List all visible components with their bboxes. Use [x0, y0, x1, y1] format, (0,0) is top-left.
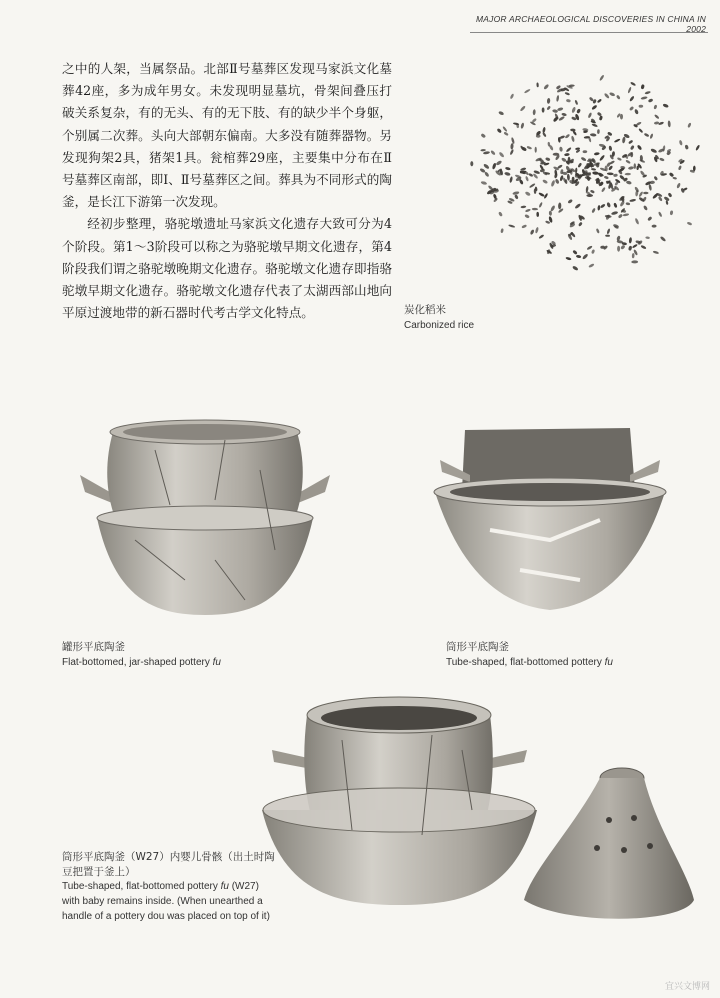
rice-grain [580, 157, 586, 162]
carbonized-rice-photo [440, 60, 700, 290]
rice-grain [629, 237, 633, 243]
rice-grain [503, 131, 508, 136]
rice-grain [609, 92, 616, 97]
rice-grain [604, 176, 609, 180]
rice-grain [591, 208, 596, 214]
rice-grain [617, 246, 620, 252]
rice-grain [572, 250, 578, 255]
rice-grain [550, 180, 555, 187]
rice-grain [514, 194, 519, 199]
rice-grain [564, 92, 570, 96]
rice-grain [625, 173, 631, 176]
rice-grain [597, 98, 602, 103]
rice-grain [634, 163, 637, 169]
watermark: 宜兴文博网 [664, 982, 710, 992]
caption-jar-en: Flat-bottomed, jar-shaped pottery fu [62, 657, 221, 668]
rice-grain [670, 210, 674, 215]
rice-grain [653, 250, 660, 254]
rice-grain [559, 146, 563, 151]
rice-grain [528, 173, 533, 177]
rice-grain [590, 133, 597, 137]
rice-grain [606, 228, 610, 234]
rice-grain [599, 74, 605, 81]
rice-grain [590, 189, 595, 193]
paragraph-1: 之中的人架，当属祭品。北部Ⅱ号墓葬区发现马家浜文化墓葬42座，多为成年男女。未发现明显墓坑，骨架间叠压打破关系复杂，有的无头、有的无下肢、有的缺少半个身躯，个别属二次葬。头向大部朝东偏南。大多没有随葬器物。另发现狗架2具，猪架1具。瓮棺葬29座，主要集中分布在Ⅱ号墓葬区南部，即Ⅰ、Ⅱ号墓葬区之间。葬具为不同形式的陶釜，是长江下游第一次发现。 [62, 61, 392, 210]
rice-grain [495, 160, 502, 166]
rice-grain [530, 229, 535, 235]
rice-grain [542, 127, 546, 133]
caption-w27-en: Tube-shaped, flat-bottomed pottery fu (W27) with baby remains inside. (When unearthed a handle of a pottery dou was placed on top of it) [62, 881, 270, 922]
rice-grain [542, 132, 547, 138]
rice-grain [613, 173, 618, 177]
rice-grain [532, 208, 538, 211]
rice-grain [536, 212, 539, 217]
rice-grain [558, 208, 564, 214]
rice-grain [509, 149, 514, 155]
rice-grain [599, 154, 605, 161]
rice-grain [654, 114, 660, 119]
rice-grain [630, 145, 635, 150]
rice-grain [567, 174, 570, 181]
rice-grain [533, 109, 536, 115]
rice-grain [556, 95, 559, 102]
rice-grain [592, 171, 599, 175]
caption-rice-en: Carbonized rice [404, 320, 475, 331]
rice-grain [632, 253, 635, 258]
rice-grain [536, 82, 539, 87]
rice-grain [632, 244, 638, 249]
rice-grain [608, 145, 612, 151]
rice-grain [679, 140, 683, 146]
rice-grain [668, 192, 673, 197]
rice-grain [614, 138, 621, 143]
rice-grain [662, 103, 669, 108]
rice-grain [630, 81, 636, 86]
rice-grain [634, 218, 639, 225]
rice-grain [555, 178, 560, 184]
rice-grain [607, 172, 614, 175]
caption-carbonized-rice [404, 303, 604, 333]
rice-grain [535, 147, 537, 153]
rice-grain [591, 123, 598, 128]
rice-grain [566, 99, 571, 103]
rice-grain [618, 213, 623, 218]
rice-grain [596, 228, 600, 234]
rice-grain [650, 148, 657, 154]
rice-grain [567, 199, 573, 204]
rice-grain [585, 186, 588, 192]
rice-grain [676, 182, 681, 188]
rice-grain [542, 107, 545, 112]
rice-grain [586, 194, 593, 197]
rice-grain [620, 244, 625, 250]
rice-grain [629, 95, 635, 102]
rice-grains [470, 74, 700, 271]
rice-grain [638, 128, 643, 133]
rice-grain [604, 93, 610, 99]
rice-grain [576, 108, 581, 114]
rice-grain [605, 234, 610, 236]
rice-grain [640, 245, 646, 250]
rice-grain [572, 265, 579, 271]
rice-grain [626, 180, 632, 185]
rice-grain [483, 151, 490, 155]
rice-grain [649, 133, 653, 139]
rice-grain [623, 213, 630, 217]
rice-grain [648, 184, 652, 191]
rice-grain [543, 84, 549, 90]
rice-grain [669, 172, 675, 178]
rice-grain [524, 88, 531, 93]
rice-grain [665, 200, 668, 205]
rice-grain [628, 166, 634, 170]
rice-grain [525, 176, 529, 182]
rice-grain [628, 245, 632, 250]
rice-grain [629, 106, 634, 111]
rice-grain [545, 157, 551, 162]
rice-grain [538, 192, 545, 197]
rice-grain [601, 187, 606, 193]
header-rule [470, 32, 708, 33]
rice-grain [594, 152, 600, 156]
rice-grain [542, 179, 548, 184]
rice-grain [684, 144, 688, 149]
rice-grain [566, 147, 572, 153]
rice-grain [678, 165, 682, 170]
rice-grain [613, 202, 617, 208]
rice-grain [658, 121, 664, 125]
rice-grain [576, 255, 582, 259]
rice-grain [480, 149, 486, 152]
rice-grain [672, 177, 677, 180]
rice-grain [535, 227, 539, 234]
caption-w27 [62, 850, 276, 924]
dou-handle [524, 768, 694, 919]
rice-grain [505, 167, 511, 171]
rice-grain [647, 216, 652, 221]
rice-grain [534, 188, 537, 194]
rice-grain [643, 192, 648, 194]
rice-grain [498, 111, 504, 116]
rice-grain [653, 104, 657, 109]
rice-grain [574, 203, 581, 209]
rice-grain [617, 157, 622, 161]
rice-grain [583, 150, 588, 153]
rice-grain [644, 133, 650, 138]
rice-grain [645, 236, 650, 239]
rice-grain [653, 176, 658, 181]
rice-grain [606, 202, 611, 208]
tube-shaped-fu-photo [430, 420, 670, 630]
caption-jar-zh: 罐形平底陶釜 [62, 641, 125, 653]
rice-grain [597, 129, 600, 134]
rice-grain [628, 140, 633, 145]
rice-grain [524, 214, 530, 219]
rice-grain [652, 225, 657, 228]
rice-grain [622, 137, 626, 144]
rice-grain [577, 162, 582, 168]
rice-grain [599, 115, 603, 120]
rice-grain [498, 151, 504, 158]
rice-grain [496, 128, 502, 134]
rice-grain [570, 128, 576, 131]
rice-grain [552, 109, 558, 113]
rice-grain [574, 100, 578, 105]
rice-grain [538, 202, 543, 208]
rice-grain [578, 222, 583, 227]
rice-grain [575, 168, 578, 174]
rice-grain [627, 87, 632, 94]
rice-grain [600, 203, 606, 208]
rice-grain [520, 167, 526, 171]
rice-grain [571, 106, 576, 113]
rice-grain [660, 236, 667, 242]
rice-grain [510, 143, 514, 150]
rice-grain [564, 133, 570, 138]
rice-grain [520, 205, 526, 208]
paragraph-2: 经初步整理，骆驼墩遗址马家浜文化遗存大致可分为4个阶段。第1～3阶段可以称之为骆驼墩早期文化遗存，第4阶段我们谓之骆驼墩晚期文化遗存。骆驼墩文化遗存即指骆驼墩早期文化遗存。骆驼墩文化遗存代表了太湖西部山地向平原过渡地带的新石器时代考古学文化特点。 [62, 216, 392, 321]
rice-grain [511, 137, 515, 144]
rice-grain [504, 172, 511, 177]
rice-grain [492, 162, 497, 169]
rice-grain [644, 91, 650, 95]
rice-grain [509, 176, 513, 183]
running-header: MAJOR ARCHAEOLOGICAL DISCOVERIES IN CHINA IN 2002 [476, 14, 706, 34]
rice-grain [558, 202, 561, 209]
rice-grain [483, 163, 490, 170]
rice-grain [591, 249, 595, 254]
rice-grain [521, 224, 527, 228]
rice-grain [639, 105, 644, 108]
rice-grain [549, 211, 552, 216]
rice-grain [559, 175, 564, 182]
caption-rice-zh: 炭化稻米 [404, 304, 446, 316]
article-body [62, 58, 392, 324]
rice-grain [658, 196, 663, 202]
rice-grain [525, 191, 531, 197]
rice-grain [687, 122, 691, 128]
rice-grain [490, 150, 496, 156]
rice-grain [611, 211, 618, 216]
rice-grain [658, 211, 663, 217]
rice-grain [561, 113, 567, 117]
rice-grain [588, 263, 595, 268]
rice-grain [538, 234, 544, 239]
caption-w27-zh: 筒形平底陶釜（W27）内婴儿骨骸（出土时陶豆把置于釜上） [62, 851, 275, 878]
rice-grain [508, 224, 515, 228]
rice-grain [587, 112, 592, 118]
rice-grain [629, 199, 636, 203]
rice-grain [481, 181, 488, 186]
rice-grain [525, 208, 531, 212]
caption-tube-zh: 筒形平底陶釜 [446, 641, 509, 653]
rice-grain [529, 183, 536, 189]
rice-grain [631, 260, 638, 263]
rice-grain [532, 173, 538, 179]
rice-grain [546, 105, 551, 110]
rice-grain [634, 109, 639, 115]
rice-grain [526, 146, 532, 150]
rice-grain [510, 93, 515, 99]
rice-grain [500, 228, 504, 233]
rice-grain [668, 120, 671, 127]
rice-grain [641, 84, 645, 89]
rice-grain [640, 96, 647, 100]
rice-grain [520, 122, 524, 129]
rice-grain [625, 202, 630, 205]
rice-grain [554, 173, 558, 179]
rice-grain [547, 98, 551, 104]
caption-tube-fu [446, 640, 686, 670]
rice-grain [643, 205, 648, 211]
rice-grain [586, 245, 592, 250]
rice-grain [565, 257, 571, 261]
caption-tube-en: Tube-shaped, flat-bottomed pottery fu [446, 657, 613, 668]
rice-grain [564, 153, 570, 156]
rice-grain [591, 104, 597, 110]
rice-grain [597, 205, 600, 211]
rice-grain [638, 191, 643, 197]
rice-grain [659, 157, 665, 161]
rice-grain [498, 211, 503, 217]
rice-grain [687, 221, 693, 225]
rice-grain [502, 126, 508, 132]
rice-grain [620, 114, 623, 120]
rice-grain [470, 161, 473, 166]
rice-grain [512, 191, 519, 195]
rice-grain [558, 116, 565, 122]
rice-grain [637, 144, 643, 150]
rice-grain [557, 107, 564, 111]
rice-grain [695, 144, 700, 151]
jar-shaped-fu-photo [75, 410, 335, 630]
rice-grain [520, 105, 526, 112]
rice-grain [591, 168, 596, 171]
rice-grain [582, 253, 589, 260]
rice-grain [571, 136, 575, 143]
rice-grain [480, 133, 486, 138]
rice-grain [616, 95, 621, 100]
rice-grain [625, 159, 631, 164]
caption-jar-fu [62, 640, 302, 670]
w27-fu-with-dou-photo [262, 690, 702, 940]
rice-grain [648, 98, 654, 103]
